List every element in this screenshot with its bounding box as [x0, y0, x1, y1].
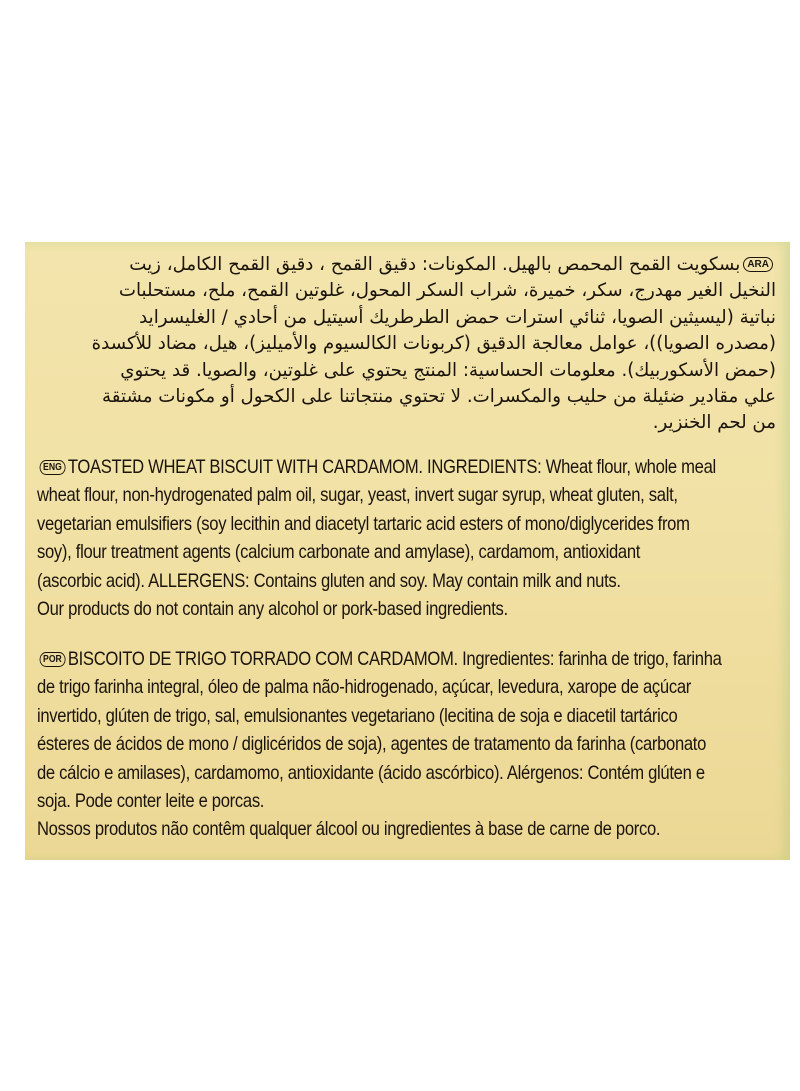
portuguese-line-text: BISCOITO DE TRIGO TORRADO COM CARDAMOM. Ingredientes: farinha de trigo, farinha [67, 649, 722, 670]
english-line: soy), flour treatment agents (calcium carbonate and amylase), cardamom, antioxidant [37, 542, 641, 564]
english-line: Our products do not contain any alcohol or pork-based ingredients. [37, 599, 508, 621]
portuguese-line: de cálcio e amilases), cardamomo, antioxidante (ácido ascórbico). Alérgenos: Contém glúten e [37, 762, 705, 784]
portuguese-line: de trigo farinha integral, óleo de palma não-hidrogenado, açúcar, levedura, xarope de açúcar [37, 677, 692, 699]
arabic-line: علي مقادير ضئيلة من حليب والمكسرات. لا تحتوي منتجاتنا على الكحول أو مكونات مشتقة [102, 386, 776, 408]
english-line: (ascorbic acid). ALLERGENS: Contains gluten and soy. May contain milk and nuts. [37, 570, 621, 592]
english-line: wheat flour, non-hydrogenated palm oil, sugar, yeast, invert sugar syrup, wheat gluten, salt, [37, 485, 678, 507]
english-line [37, 454, 781, 482]
portuguese-line: soja. Pode conter leite e porcas. [37, 791, 265, 813]
english-language-badge: ENG [40, 460, 66, 475]
portuguese-line [37, 646, 781, 674]
arabic-line: نباتية (ليسيثين الصويا، ثنائي استرات حمض الطرطريك أسيتيل من أحادي / الغليسرايد [139, 306, 776, 328]
arabic-line: (مصدره الصويا))، عوامل معالجة الدقيق (كربونات الكالسيوم والأميليز)، هيل، مضاد للأكسدة [91, 333, 776, 355]
arabic-line [37, 252, 776, 278]
arabic-line: (حمض الأسكوربيك). معلومات الحساسية: المنتج يحتوي على غلوتين، والصويا. قد يحتوي [120, 359, 776, 381]
arabic-line: النخيل الغير مهدرج، سكر، خميرة، شراب السكر المحول، غلوتين القمح، ملح، مستحلبات [118, 280, 776, 302]
english-line-text: TOASTED WHEAT BISCUIT WITH CARDAMOM. INGREDIENTS: Wheat flour, whole meal [67, 457, 716, 478]
portuguese-ingredients-section [37, 646, 781, 845]
english-ingredients-section [37, 454, 781, 624]
arabic-line-text: بسكويت القمح المحمص بالهيل. المكونات: دقيق القمح ، دقيق القمح الكامل، زيت [129, 254, 741, 275]
english-line: vegetarian emulsifiers (soy lecithin and diacetyl tartaric acid esters of mono/diglycerides from [37, 513, 690, 535]
arabic-language-badge: ARA [743, 257, 773, 272]
portuguese-line: ésteres de ácidos de mono / diglicéridos de soja), agentes de tratamento da farinha (carbonato [37, 734, 707, 756]
portuguese-language-badge: POR [40, 652, 66, 667]
portuguese-line: Nossos produtos não contêm qualquer álcool ou ingredientes à base de carne de porco. [37, 819, 661, 841]
ingredients-label [25, 242, 790, 860]
portuguese-line: invertido, glúten de trigo, sal, emulsionantes vegetariano (lecitina de soja e diacetil tartárico [37, 705, 678, 727]
arabic-ingredients-section [37, 252, 776, 437]
arabic-line: من لحم الخنزير. [652, 412, 776, 434]
